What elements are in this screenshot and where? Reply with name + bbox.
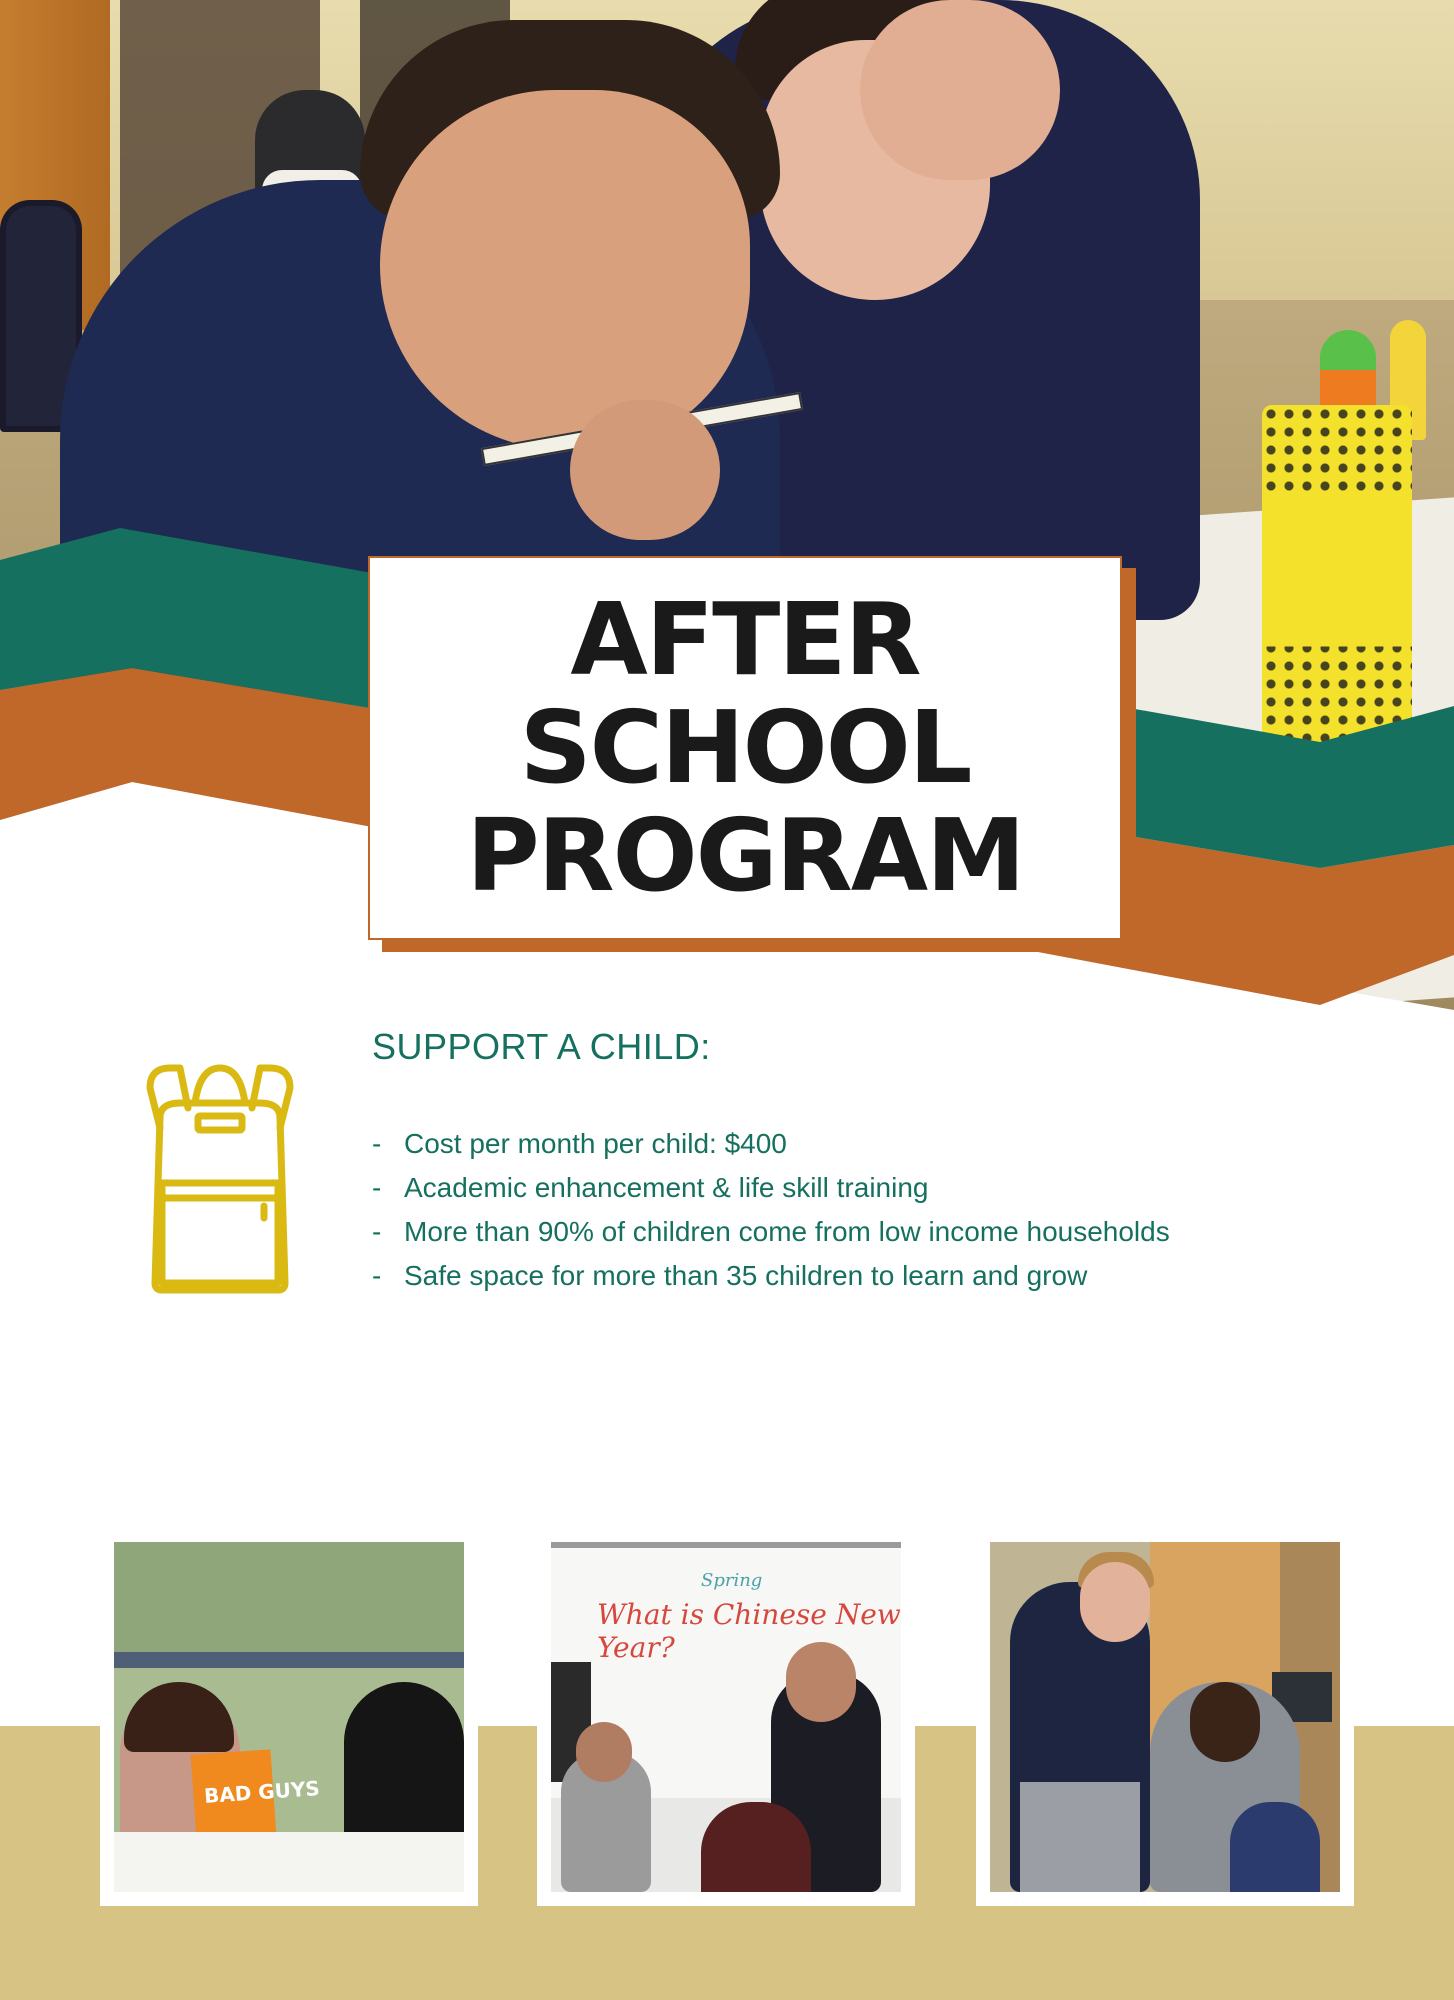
photo-frame-reading [100, 1528, 478, 1906]
photo-child-face [576, 1722, 632, 1782]
bullet-text: Safe space for more than 35 children to learn and grow [404, 1260, 1088, 1291]
photo-frame-mentoring [976, 1528, 1354, 1906]
bullet-dash: - [372, 1172, 382, 1203]
support-heading: SUPPORT A CHILD: [372, 1026, 711, 1067]
photo-man-pants [1020, 1782, 1140, 1892]
bullet-item [372, 1254, 1170, 1298]
photo-table [114, 1832, 464, 1892]
photo-board-small-text: Spring [701, 1570, 763, 1591]
photo-mentoring [990, 1542, 1340, 1892]
photo-seated-child [701, 1802, 811, 1892]
photo-teen-face [1190, 1682, 1260, 1762]
bullet-dash: - [372, 1216, 382, 1247]
bullet-text: Cost per month per child: $400 [404, 1128, 787, 1159]
title-line-2: SCHOOL [519, 689, 971, 806]
photo-book-title: BAD GUYS [203, 1775, 321, 1809]
bullet-dash: - [372, 1260, 382, 1291]
photo-man-face [1080, 1562, 1150, 1642]
photo-woman-hair [124, 1682, 234, 1752]
photo-coat-rail [114, 1652, 464, 1668]
backpack-icon [140, 1058, 300, 1298]
bullet-item [372, 1122, 1170, 1166]
bullet-item [372, 1210, 1170, 1254]
bullet-text: Academic enhancement & life skill training [404, 1172, 929, 1203]
support-bullet-list [372, 1122, 1170, 1298]
photo-teacher-face [786, 1642, 856, 1722]
title-box [368, 556, 1122, 940]
bullet-dash: - [372, 1128, 382, 1159]
photo-board-text: What is Chinese New Year? [597, 1598, 901, 1664]
bullet-text: More than 90% of children come from low income households [404, 1216, 1170, 1247]
photo-classroom [551, 1542, 901, 1892]
photo-wall [114, 1542, 464, 1662]
photo-reading [114, 1542, 464, 1892]
photo-hooded-child [344, 1682, 464, 1852]
bullet-item [372, 1166, 1170, 1210]
title-line-1: AFTER [570, 581, 920, 698]
photo-frame-classroom [537, 1528, 915, 1906]
photo-chair [1230, 1802, 1320, 1892]
title-line-3: PROGRAM [466, 797, 1024, 914]
